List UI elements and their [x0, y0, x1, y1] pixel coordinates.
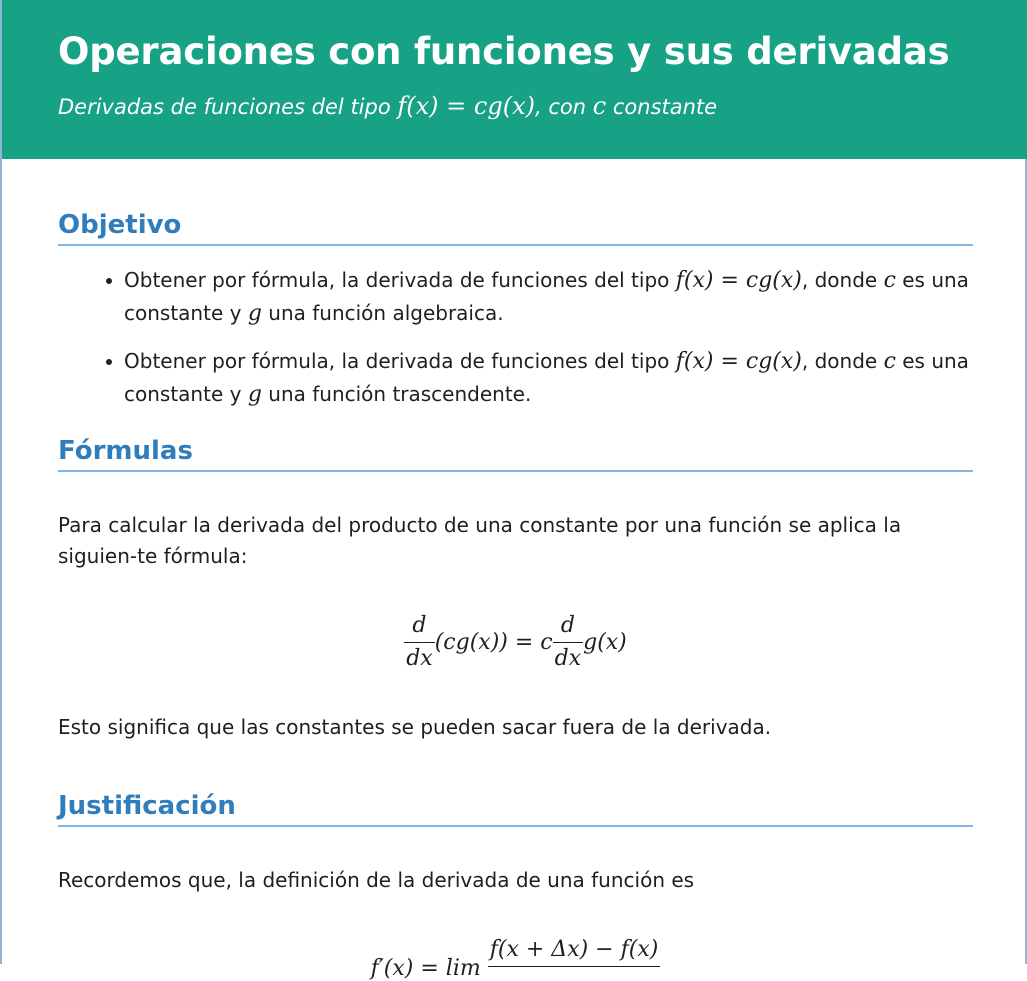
fraction: [553, 610, 584, 675]
justificacion-intro: Recordemos que, la definición de la derivada de una función es: [58, 868, 695, 892]
page-title: Operaciones con funciones y sus derivadas: [58, 30, 950, 73]
item-text: , donde: [801, 349, 878, 373]
formulas-intro: Para calcular la derivada del producto de una constante por una función se aplica la siguien-te fórmula:: [58, 513, 902, 568]
subtitle-mid: , con: [534, 95, 587, 119]
item-text: , donde: [801, 268, 878, 292]
subtitle-formula: f(x) = cg(x): [397, 92, 535, 120]
item-var-g: g: [247, 382, 262, 407]
derivative-definition: [2, 934, 1027, 981]
fraction: [488, 934, 661, 967]
frac-numerator: d: [404, 610, 435, 643]
formulas-note: Esto significa que las constantes se pueden sacar fuera de la derivada.: [58, 715, 772, 739]
page-subtitle: [58, 92, 717, 120]
item-text: una función algebraica.: [268, 301, 504, 325]
header-banner: [2, 0, 1027, 159]
section-title-justificacion: Justificación: [58, 791, 973, 827]
list-item: [124, 345, 973, 411]
frac-denominator: dx: [554, 646, 582, 671]
item-text: una función trascendente.: [268, 382, 532, 406]
item-formula: f(x) = cg(x): [675, 349, 802, 374]
subtitle-var: c: [592, 92, 607, 120]
section-title-formulas: Fórmulas: [58, 436, 973, 472]
definition-lhs: f′(x) = lim: [370, 956, 481, 981]
list-item: [124, 264, 973, 330]
formula-left: (cg(x)) = c: [434, 630, 553, 655]
frac-numerator: d: [553, 610, 584, 643]
fraction: [404, 610, 435, 675]
item-var-c: c: [883, 349, 896, 374]
item-formula: f(x) = cg(x): [675, 268, 802, 293]
formula-right: g(x): [583, 630, 627, 655]
frac-denominator: dx: [406, 646, 433, 671]
subtitle-text: Derivadas de funciones del tipo: [58, 95, 391, 119]
item-text: Obtener por fórmula, la derivada de funciones del tipo: [124, 349, 670, 373]
item-text: es una constante y: [124, 349, 969, 406]
section-title-objetivo: Objetivo: [58, 210, 973, 246]
item-var-c: c: [883, 268, 896, 293]
item-text: es una constante y: [124, 268, 969, 325]
derivative-constant-rule: [2, 610, 1027, 675]
item-var-g: g: [247, 301, 262, 326]
frac-numerator: f(x + Δx) − f(x): [488, 934, 661, 967]
subtitle-end: constante: [612, 95, 718, 119]
item-text: Obtener por fórmula, la derivada de funciones del tipo: [124, 268, 670, 292]
objectives-list: [58, 264, 973, 426]
